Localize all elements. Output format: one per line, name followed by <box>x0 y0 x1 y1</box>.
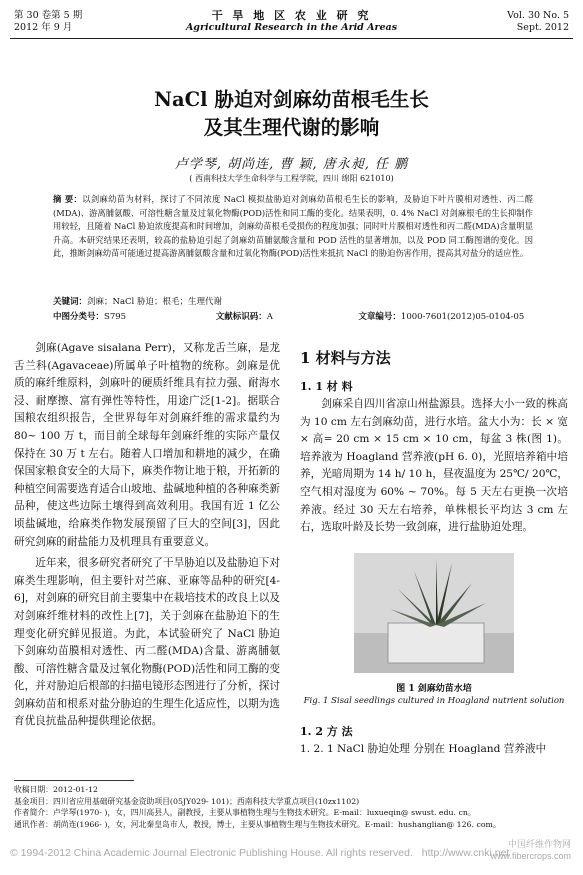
left-column <box>14 340 280 731</box>
copyright-url: http://www.cnki.net <box>421 847 510 859</box>
footnotes <box>14 784 569 830</box>
paper-title-line2: 及其生理代谢的影响 <box>203 116 380 139</box>
footnote-rule <box>14 780 134 781</box>
header-right <box>507 10 569 34</box>
cls-label: 中图分类号： <box>53 312 105 322</box>
cls-value: S795 <box>104 312 127 322</box>
sisal-seedling-image <box>354 553 514 673</box>
section-heading-1-1: 1. 1 材 料 <box>300 380 353 393</box>
figure-1-caption-en: Fig. 1 Sisal seedlings cultured in Hoagland nutrient solution <box>303 696 565 706</box>
abstract <box>53 193 533 261</box>
method-paragraph <box>300 741 568 759</box>
abstract-label: 摘 要： <box>53 194 83 204</box>
watermark-en: www.fibercrops.com <box>490 851 571 861</box>
abstract-text: 以剑麻幼苗为材料，探讨了不同浓度 NaCl 模拟盐胁迫对剑麻幼苗根毛生长的影响，及胁迫下叶片膜相对透性、丙二醛(MDA)、游离脯氨酸、可溶性糖含量及过氧化物酶(POD)活性和同工酶的变化。结果表明，0. 4% NaCl 对剑麻根毛的生长抑制作用较轻，且随着 NaCl 胁迫浓度提高和时间增加，剑麻幼苗根毛受损伤的程度加强；同时叶片膜相对透性和丙二醛(MDA)含量明显升高。本研究结果还表明，较高的盐胁迫引起了剑麻幼苗脯氨酸含量和 POD 活性的显著增加，以及 POD 同工酶图谱的变化。因此，推断剑麻幼苗可能通过提高游离脯氨酸含量和过氧化物酶(POD)活性来抵抗 NaCl 的胁迫伤害作用，提高其对盐分的适应性。 <box>53 194 533 258</box>
article-value: 1000-7601(2012)05-0104-05 <box>400 312 525 322</box>
article-label: 文章编号： <box>358 312 401 322</box>
keywords-label: 关键词： <box>53 297 88 307</box>
affiliation: ( 西南科技大学生命科学与工程学院，四川 绵阳 621010) <box>189 174 394 183</box>
watermark-cn: 中国纤维作物网 <box>507 839 571 849</box>
copyright-text: © 1994-2012 China Academic Journal Electronic Publishing House. All rights reserved. <box>10 847 413 859</box>
doc-label: 文献标识码： <box>215 312 267 322</box>
header-rule <box>10 38 573 39</box>
section-heading-1-2: 1. 2 方 法 <box>300 725 353 738</box>
intro-paragraph-2: 近年来，很多研究者研究了干旱胁迫以及盐胁迫下对麻类生理影响，但主要针对苎麻、亚麻等品种的研究[4-6]，对剑麻的研究目前主要集中在栽培技术的改良上以及对剑麻纤维材料的改性上[7]，关于剑麻在盐胁迫下的生理变化研究鲜见报道。为此，本试验研究了 NaCl 胁迫下剑麻幼苗膜相对透性、丙二醛(MDA)含量、游离脯氨酸、可溶性糖含量及过氧化物酶(POD)活性和同工酶的变化，并对胁迫后根部的扫描电镜形态图进行了分析，探讨剑麻幼苗和根系对盐分胁迫的生理生化适应性，以期为选育优良抗盐品种提供理论依据。 <box>14 557 280 728</box>
paper-title-line1: NaCl 胁迫对剑麻幼苗根毛生长 <box>154 88 429 111</box>
materials-text: 剑麻采自四川省凉山州盐源县。选择大小一致的株高为 10 cm 左右剑麻幼苗，进行水培。盆大小为：长 × 宽 × 高= 20 cm × 15 cm × 10 cm，每盆 3 株(图 1)。培养液为 Hoagland 营养液(pH 6. 0)，光照培养箱中培养，光暗周期为 14 h/ 10 h，昼夜温度为 25℃/ 20℃，空气相对湿度为 60% ~ 70%。每 5 天左右更换一次培养液。经过 30 天左右培养，单株根长平均达 3 cm 左右，选取叶龄及长势一致剑麻，进行盐胁迫处理。 <box>300 398 568 534</box>
header-center <box>0 10 583 34</box>
fund-note: 基金项目：四川省应用基础研究基金资助项目(05JY029- 101)；西南科技大学重点项目(10zx1102) <box>14 796 360 806</box>
corresponding-author: 通讯作者：胡尚连(1966- )，女，河北秦皇岛市人，教授，博士，主要从事植物生理与生物技术研究。E-mail：hushanglian@ 126. com。 <box>14 819 501 829</box>
volume-en: Vol. 30 No. 5 <box>507 10 569 21</box>
authors: 卢学琴, 胡尚连, 曹 颖, 唐永昶, 任 鹏 <box>174 157 409 172</box>
watermark <box>490 838 571 862</box>
date-cn: 2012 年 9 月 <box>14 22 73 33</box>
received-date: 收稿日期：2012-01-12 <box>14 785 98 794</box>
doc-value: A <box>266 312 273 322</box>
journal-name-cn: 干 旱 地 区 农 业 研 究 <box>211 9 372 22</box>
copyright-line <box>10 847 509 859</box>
section-heading-1: 1 材料与方法 <box>300 349 391 367</box>
materials-paragraph <box>300 396 568 537</box>
classification <box>53 310 533 322</box>
method-text: 1. 2. 1 NaCl 胁迫处理 分别在 Hoagland 营养液中 <box>300 743 547 755</box>
journal-name-en: Agricultural Research in the Arid Areas <box>185 22 398 33</box>
date-en: Sept. 2012 <box>516 22 569 33</box>
figure-1-photo <box>354 553 514 673</box>
figure-1-caption-cn: 图 1 剑麻幼苗水培 <box>396 684 472 694</box>
volume-cn: 第 30 卷第 5 期 <box>14 10 83 21</box>
intro-paragraph-1: 剑麻(Agave sisalana Perr)，又称龙舌兰麻，是龙舌兰科(Agavaceae)所属单子叶植物的统称。剑麻是优质的麻纤维原料，剑麻叶的硬质纤维具有拉力强、耐海水浸、耐摩擦、富有弹性等特性，用途广泛[1-2]。据联合国粮农组织报告，全世界每年对剑麻纤维的需求量约为 80~ 100 万 t，而目前全球每年剑麻纤维的实际产量仅保持在 30 万 t 左右。随着人口增加和耕地的减少，在确保国家粮食安全的大局下，麻类作物让地于粮，开拓新的种植空间需要选育适合山坡地、盐碱地种植的各种麻类新品种，使这些边际土壤得到高效利用。我国有近 1 亿公顷盐碱地，给麻类作物发展预留了巨大的空间[3]，因此研究剑麻的耐盐能力及机理具有重要意义。 <box>14 342 280 548</box>
author-bio: 作者简介：卢学琴(1970- )，女，四川高县人，副教授，主要从事植物生理与生物技术研究。E-mail：luxueqin@ swust. edu. cn。 <box>14 808 476 817</box>
keywords <box>53 295 222 307</box>
keywords-text: 剑麻；NaCl 胁迫；根毛；生理代谢 <box>87 297 222 307</box>
